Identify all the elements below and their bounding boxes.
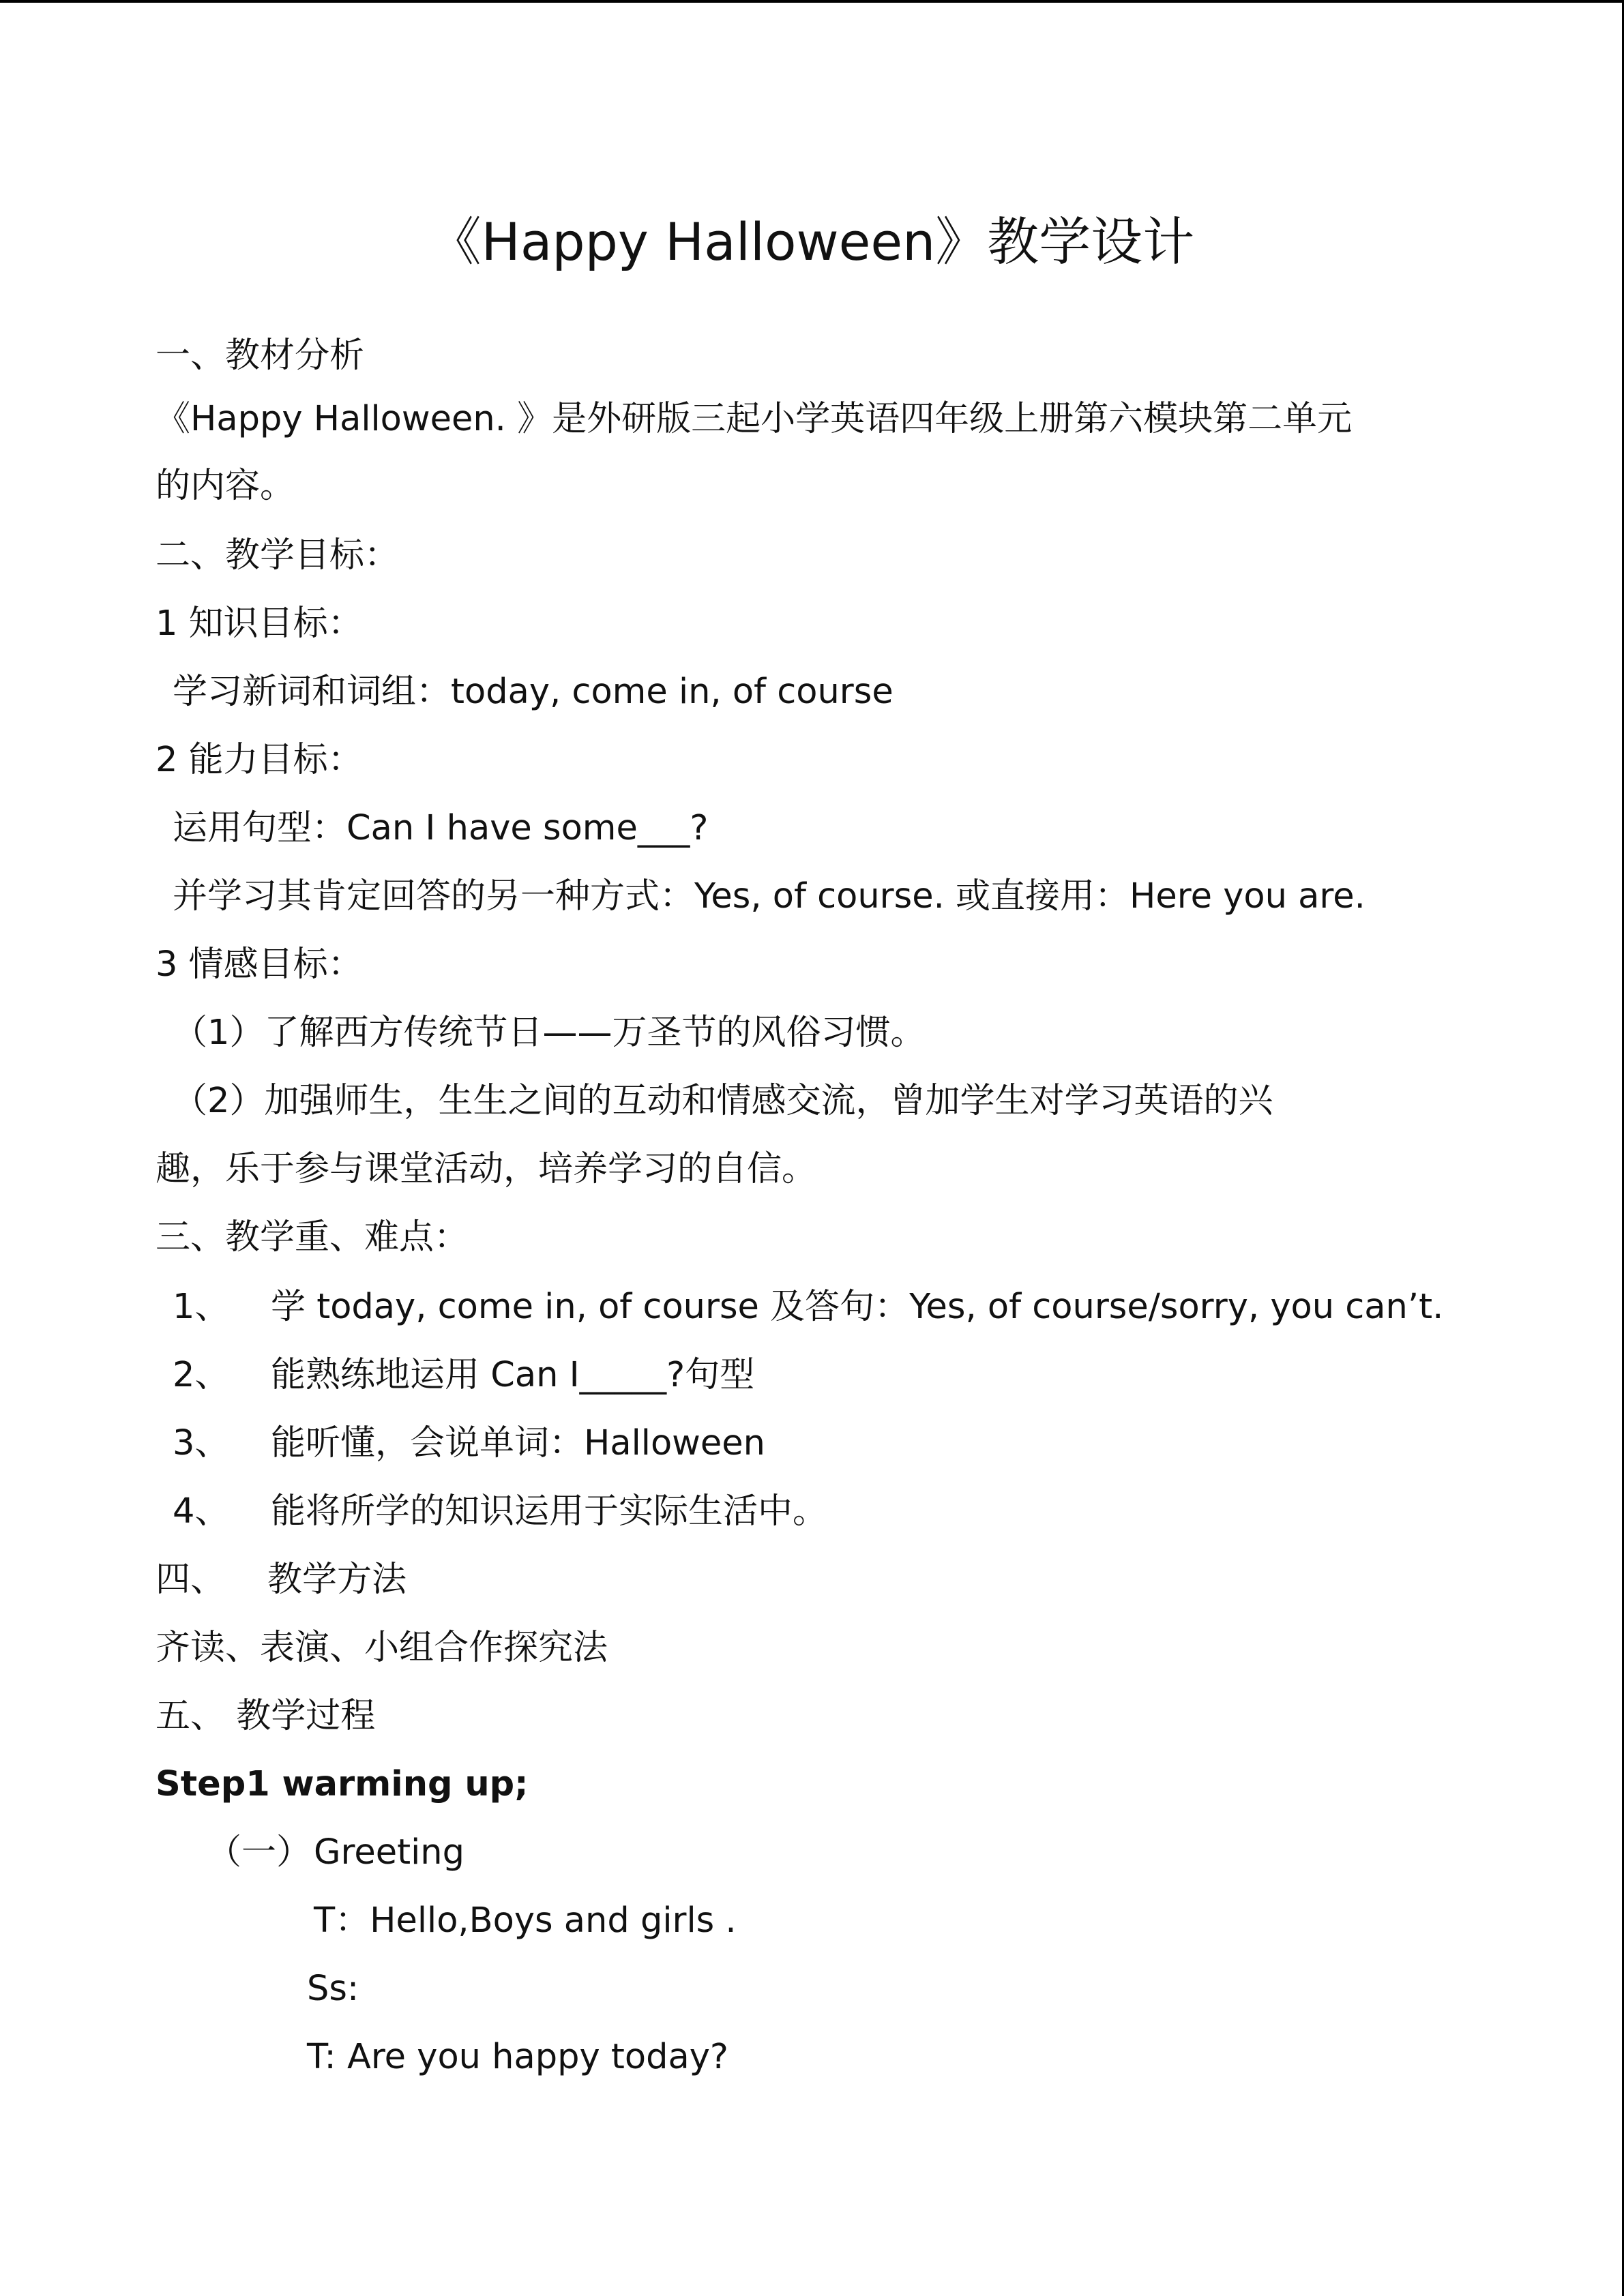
goal-2-text-line-1: 运用句型：Can I have some___? xyxy=(173,808,709,848)
document-title: 《Happy Halloween》教学设计 xyxy=(429,211,1195,272)
page-top-border xyxy=(0,0,1624,3)
section-1-text-line-2: 的内容。 xyxy=(156,466,295,506)
section-4-text: 齐读、表演、小组合作探究法 xyxy=(156,1628,608,1668)
section-3-heading: 三、教学重、难点： xyxy=(156,1217,469,1257)
key-point-text: 能听懂，会说单词：Halloween xyxy=(271,1423,765,1463)
section-5-heading: 五、 教学过程 xyxy=(156,1696,376,1736)
section-1-text-line-1: 《Happy Halloween. 》是外研版三起小学英语四年级上册第六模块第二单元 xyxy=(156,399,1353,439)
goal-3-text-line-3: 趣，乐于参与课堂活动，培养学习的自信。 xyxy=(156,1149,817,1189)
step-1-subsection-title: Greeting xyxy=(314,1832,464,1873)
goal-2-heading: 2 能力目标： xyxy=(156,740,363,780)
section-2-heading: 二、教学目标： xyxy=(156,535,400,576)
dialogue-line: T: Are you happy today? xyxy=(307,2037,728,2077)
goal-1-text: 学习新词和词组：today, come in, of course xyxy=(173,672,894,712)
key-point-text: 学 today, come in, of course 及答句：Yes, of course/sorry, you can’t. xyxy=(271,1287,1444,1327)
section-4-heading-number: 四、 xyxy=(156,1560,226,1600)
goal-3-text-line-1: （1）了解西方传统节日——万圣节的风俗习惯。 xyxy=(173,1013,926,1053)
goal-3-text-line-2: （2）加强师生，生生之间的互动和情感交流，曾加学生对学习英语的兴 xyxy=(173,1081,1273,1121)
step-1-subsection-number: （一） xyxy=(207,1832,312,1873)
dialogue-line: Ss: xyxy=(307,1969,359,2009)
goal-1-heading: 1 知识目标： xyxy=(156,603,363,644)
section-4-heading: 教学方法 xyxy=(267,1560,407,1600)
key-point-text: 能将所学的知识运用于实际生活中。 xyxy=(271,1491,828,1532)
section-1-heading: 一、教材分析 xyxy=(156,336,365,376)
dialogue-line: T：Hello,Boys and girls . xyxy=(314,1900,737,1941)
goal-2-text-line-2: 并学习其肯定回答的另一种方式：Yes, of course. 或直接用：Here you are. xyxy=(173,876,1365,916)
key-point-number: 4、 xyxy=(173,1491,230,1532)
key-point-number: 3、 xyxy=(173,1423,230,1463)
key-point-number: 2、 xyxy=(173,1355,230,1395)
key-point-text: 能熟练地运用 Can I_____?句型 xyxy=(271,1355,755,1395)
goal-3-heading: 3 情感目标： xyxy=(156,944,363,985)
key-point-number: 1、 xyxy=(173,1287,230,1327)
step-1-heading: Step1 warming up; xyxy=(156,1764,529,1804)
